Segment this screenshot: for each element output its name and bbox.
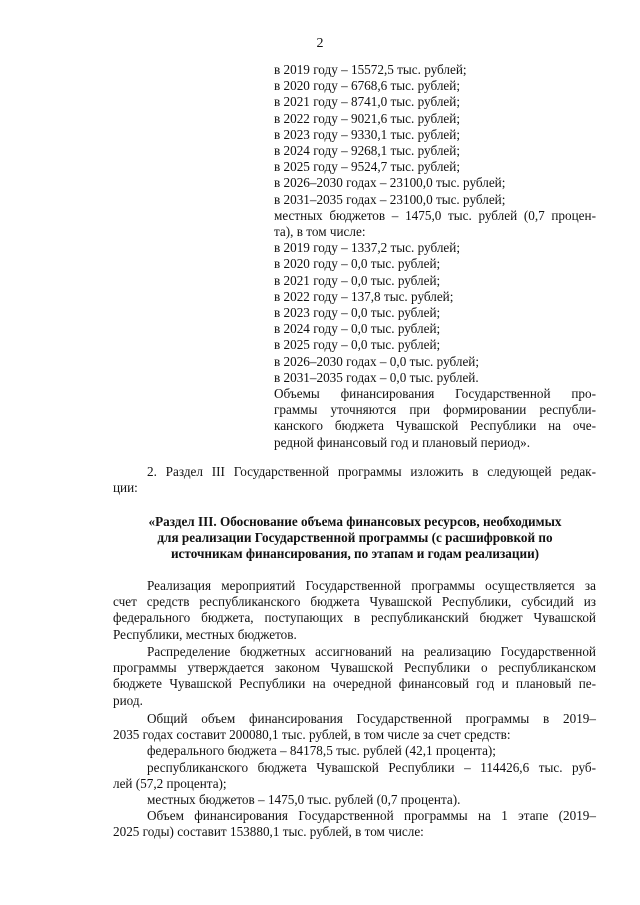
- paragraph-line: бюджете Чувашской Республики на очередной финансовый год и плановый пе-: [113, 676, 596, 692]
- local-year-line: в 2026–2030 годах – 0,0 тыс. рублей;: [274, 353, 480, 369]
- amendment-paragraph: [113, 464, 596, 496]
- federal-budget-line: федерального бюджета – 84178,5 тыс. рублей (42,1 процента);: [147, 743, 496, 759]
- paragraph-line: Общий объем финансирования Государственной программы в 2019–: [147, 711, 596, 726]
- section-heading-line: источникам финансирования, по этапам и годам реализации): [170, 546, 540, 562]
- budget-year-line: в 2019 году – 15572,5 тыс. рублей;: [274, 62, 467, 77]
- paragraph-total-funding: [113, 711, 596, 841]
- paragraph-line: 2035 годах составит 200080,1 тыс. рублей, в том числе за счет средств:: [113, 727, 511, 743]
- budget-year-line: в 2025 году – 9524,7 тыс. рублей;: [274, 159, 460, 175]
- budget-year-line: в 2024 году – 9268,1 тыс. рублей;: [274, 143, 460, 159]
- volumes-note-line: канского бюджета Чувашской Республики на оче-: [274, 418, 596, 434]
- local-year-line: в 2025 году – 0,0 тыс. рублей;: [274, 337, 441, 353]
- paragraph-line: счет средств республиканского бюджета Чувашской Республики, субсидий из: [113, 594, 596, 610]
- local-year-line: в 2021 году – 0,0 тыс. рублей;: [274, 272, 441, 288]
- paragraph-line: риод.: [113, 692, 143, 708]
- local-year-line: в 2020 году – 0,0 тыс. рублей;: [274, 256, 441, 272]
- paragraph-line: Распределение бюджетных ассигнований на реализацию Государственной: [147, 644, 596, 659]
- local-year-line: в 2022 году – 137,8 тыс. рублей;: [274, 288, 454, 304]
- paragraph-line: Республики, местных бюджетов.: [113, 626, 297, 642]
- paragraph-line: программы утверждается законом Чувашской Республики о республиканском: [113, 660, 596, 676]
- amendment-line: 2. Раздел III Государственной программы изложить в следующей редак-: [147, 464, 596, 479]
- local-year-line: в 2023 году – 0,0 тыс. рублей;: [274, 305, 441, 321]
- budget-year-line: в 2021 году – 8741,0 тыс. рублей;: [274, 94, 460, 110]
- budget-year-line: в 2026–2030 годах – 23100,0 тыс. рублей;: [274, 175, 506, 191]
- budget-year-line: в 2031–2035 годах – 23100,0 тыс. рублей;: [274, 191, 506, 207]
- funding-breakdown-column: [274, 62, 596, 451]
- paragraph-line: федерального бюджета, поступающих в республиканский бюджет Чувашской: [113, 610, 596, 626]
- local-year-line: в 2024 году – 0,0 тыс. рублей;: [274, 321, 441, 337]
- local-budget-line: местных бюджетов – 1475,0 тыс. рублей (0,7 процента).: [147, 792, 461, 808]
- local-year-line: в 2031–2035 годах – 0,0 тыс. рублей.: [274, 369, 479, 385]
- section-heading-line: «Раздел III. Обоснование объема финансовых ресурсов, необходимых: [148, 514, 562, 529]
- local-year-line: в 2019 году – 1337,2 тыс. рублей;: [274, 240, 460, 256]
- page-number: 2: [316, 36, 324, 51]
- amendment-line: ции:: [113, 480, 138, 496]
- volumes-note-line: Объемы финансирования Государственной про-: [274, 386, 596, 402]
- stage1-line: 2025 годы) составит 153880,1 тыс. рублей, в том числе:: [113, 824, 424, 840]
- local-budget-total-cont: та), в том числе:: [274, 224, 366, 240]
- section-heading-line: для реализации Государственной программы (с расшифровкой по: [157, 530, 553, 546]
- section-heading: [110, 514, 600, 563]
- republic-budget-line: лей (57,2 процента);: [113, 775, 227, 791]
- volumes-note-line: граммы уточняются при формировании республи-: [274, 402, 596, 418]
- paragraph-implementation: [113, 578, 596, 643]
- republic-budget-line: республиканского бюджета Чувашской Республики – 114426,6 тыс. руб-: [147, 759, 596, 775]
- paragraph-line: Реализация мероприятий Государственной программы осуществляется за: [147, 578, 596, 593]
- volumes-note-line: редной финансовый год и плановый период».: [274, 434, 531, 450]
- budget-year-line: в 2023 году – 9330,1 тыс. рублей;: [274, 126, 460, 142]
- paragraph-allocation: [113, 644, 596, 709]
- stage1-line: Объем финансирования Государственной программы на 1 этапе (2019–: [147, 808, 596, 824]
- budget-year-line: в 2022 году – 9021,6 тыс. рублей;: [274, 110, 460, 126]
- local-budget-total: местных бюджетов – 1475,0 тыс. рублей (0,7 процен-: [274, 207, 596, 223]
- budget-year-line: в 2020 году – 6768,6 тыс. рублей;: [274, 78, 460, 94]
